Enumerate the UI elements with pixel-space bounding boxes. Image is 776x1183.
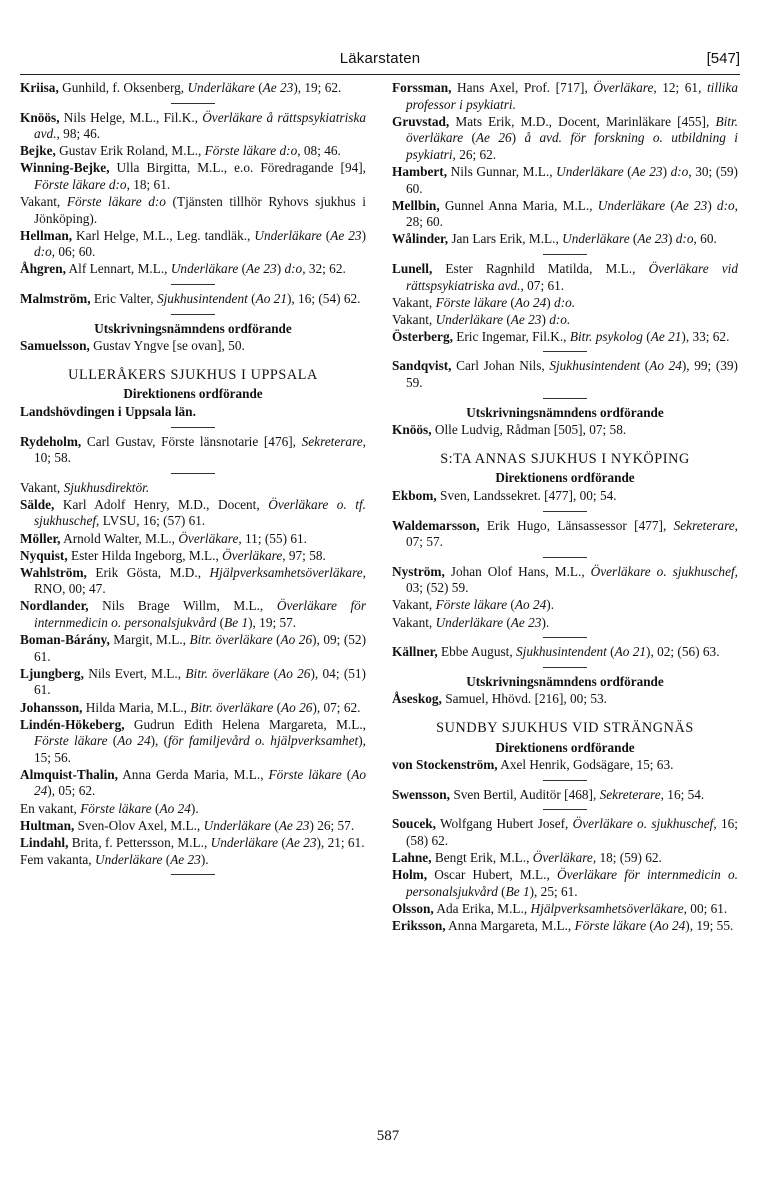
hospital-heading: SUNDBY SJUKHUS VID STRÄNGNÄS [436, 719, 694, 736]
staff-details: Olle Ludvig, Rådman [505], 07; 58. [431, 422, 627, 438]
staff-details: Axel Henrik, Godsägare, 15; 63. [497, 757, 674, 773]
staff-details: Hilda Maria, M.L., Bitr. överläkare (Ao 26), 07; 62. [82, 699, 361, 715]
staff-name: Sälde, [20, 496, 55, 512]
staff-entry [20, 632, 366, 665]
staff-name: Österberg, [392, 328, 453, 344]
staff-name: Hambert, [392, 163, 448, 179]
staff-name: Hultman, [20, 817, 75, 833]
staff-details: Bengt Erik, M.L., Överläkare, 18; (59) 62. [431, 849, 662, 865]
staff-name: Åhgren, [20, 261, 66, 277]
staff-entry [392, 867, 738, 900]
entry-divider [171, 427, 215, 428]
staff-details: Nils Brage Willm, M.L., Överläkare för internmedicin o. personalsjukvård (Be 1), 19; 57. [34, 598, 366, 631]
left-column [20, 80, 366, 881]
staff-name: Lahne, [392, 849, 432, 865]
staff-entry [20, 480, 366, 497]
staff-name: von Stockenström, [392, 757, 498, 773]
staff-details: Gudrun Edith Helena Margareta, M.L., Förste läkare (Ao 24), (för familjevård o. hjälpverksamhet), 15; 56. [34, 716, 366, 765]
staff-details: Eric Ingemar, Fil.K., Bitr. psykolog (Ae 21), 33; 62. [452, 328, 730, 344]
staff-details: Brita, f. Pettersson, M.L., Underläkare (Ae 23), 21; 61. [68, 834, 365, 850]
staff-name: Olsson, [392, 900, 434, 916]
running-title: Läkarstaten [339, 50, 421, 67]
staff-details: Sven, Landssekret. [477], 00; 54. [436, 487, 617, 503]
staff-name: Kriisa, [20, 80, 59, 95]
staff-name: Swensson, [392, 786, 451, 802]
staff-name: Almquist-Thalin, [20, 766, 118, 782]
staff-entry [392, 850, 738, 867]
staff-details: Margit, M.L., Bitr. överläkare (Ao 26), 09; (52) 61. [34, 632, 366, 664]
staff-details: Wolfgang Hubert Josef, Överläkare o. sjukhuschef, 16; (58) 62. [406, 816, 739, 848]
staff-entry [392, 231, 738, 248]
staff-details: Sven-Olov Axel, M.L., Underläkare (Ae 23) 26; 57. [74, 817, 355, 833]
staff-entry [20, 835, 366, 852]
staff-entry [20, 852, 366, 869]
staff-details: Gustav Yngve [se ovan], 50. [89, 338, 245, 354]
staff-entry [20, 598, 366, 631]
staff-name: Lunell, [392, 260, 433, 276]
staff-entry [20, 228, 366, 261]
staff-entry [20, 160, 366, 193]
entry-divider [543, 667, 587, 668]
entry-divider [543, 809, 587, 810]
staff-entry [20, 565, 366, 598]
staff-name: Källner, [392, 644, 438, 660]
staff-name: Malmström, [20, 291, 91, 307]
staff-details: Alf Lennart, M.L., Underläkare (Ae 23) d:o, 32; 62. [65, 261, 346, 277]
staff-entry [20, 531, 366, 548]
staff-details: En vakant, Förste läkare (Ao 24). [20, 800, 199, 816]
staff-entry [20, 548, 366, 565]
staff-details: Gustav Erik Roland, M.L., Förste läkare d:o, 08; 46. [55, 143, 341, 159]
page-number: 587 [376, 1128, 400, 1144]
staff-details: Anna Gerda Maria, M.L., Förste läkare (Ao 24), 05; 62. [34, 766, 366, 799]
staff-details: Nils Gunnar, M.L., Underläkare (Ae 23) d:o, 30; (59) 60. [406, 163, 738, 196]
staff-details: Fem vakanta, Underläkare (Ae 23). [20, 851, 209, 867]
staff-entry [20, 434, 366, 467]
staff-name: Rydeholm, [20, 433, 82, 449]
staff-details: Johan Olof Hans, M.L., Överläkare o. sjukhuschef, 03; (52) 59. [406, 563, 738, 596]
staff-name: Lindén-Hökeberg, [20, 716, 125, 732]
staff-details: Gunhild, f. Oksenberg, Underläkare (Ae 23), 19; 62. [58, 80, 342, 95]
staff-entry [392, 80, 738, 113]
staff-name: Boman-Bárány, [20, 632, 110, 648]
staff-entry [392, 816, 738, 849]
staff-details: Ester Hilda Ingeborg, M.L., Överläkare, 97; 58. [67, 547, 326, 563]
staff-name: Sandqvist, [392, 358, 452, 374]
staff-entry [20, 767, 366, 800]
staff-entry [392, 114, 738, 164]
entry-divider [543, 351, 587, 352]
staff-details: Sven Bertil, Auditör [468], Sekreterare, 16; 54. [450, 786, 705, 802]
staff-name: Forssman, [392, 80, 452, 95]
staff-entry [392, 518, 738, 551]
staff-details: Hans Axel, Prof. [717], Överläkare, 12; 61, tillika professor i psykiatri. [406, 80, 738, 112]
entry-divider [543, 511, 587, 512]
staff-details: Nils Evert, M.L., Bitr. överläkare (Ao 26), 04; (51) 61. [34, 665, 366, 698]
section-page-reference: [547] [706, 50, 740, 67]
staff-entry [392, 198, 738, 231]
section-gap [20, 355, 366, 363]
staff-details: Nils Helge, M.L., Fil.K., Överläkare å rättspsykiatriska avd., 98; 46. [34, 109, 367, 142]
staff-entry [392, 644, 738, 661]
staff-details: Anna Margareta, M.L., Förste läkare (Ao 24), 19; 55. [445, 917, 734, 933]
staff-details: Ada Erika, M.L., Hjälpverksamhetsöverläkare, 00; 61. [433, 900, 728, 916]
staff-entry [392, 295, 738, 312]
entry-divider [543, 780, 587, 781]
entry-divider [171, 103, 215, 104]
staff-details: Vakant, Underläkare (Ae 23) d:o. [392, 311, 571, 327]
staff-entry [20, 110, 366, 143]
staff-name: Wahlström, [20, 564, 87, 580]
staff-entry [20, 194, 366, 227]
staff-details: Mats Erik, M.D., Docent, Marinläkare [455], Bitr. överläkare (Ae 26) å avd. för forskning o. utbildning i psykiatri, 26; 62. [406, 113, 738, 162]
staff-entry [20, 338, 366, 355]
staff-details: Gunnel Anna Maria, M.L., Underläkare (Ae 23) d:o, 28; 60. [406, 197, 738, 230]
staff-entry [392, 358, 738, 391]
staff-details: Samuel, Hhövd. [216], 00; 53. [441, 691, 607, 707]
staff-entry [392, 787, 738, 804]
staff-details: Vakant, Förste läkare (Ao 24) d:o. [392, 294, 576, 310]
staff-entry [392, 597, 738, 614]
staff-details: Vakant, Förste läkare (Ao 24). [392, 597, 555, 613]
staff-details: Oscar Hubert, M.L., Överläkare för internmedicin o. personalsjukvård (Be 1), 25; 61. [406, 867, 738, 899]
staff-details: Ulla Birgitta, M.L., e.o. Föredragande [94], Förste läkare d:o, 18; 61. [34, 160, 366, 192]
entry-divider [543, 557, 587, 558]
hospital-heading: S:TA ANNAS SJUKHUS I NYKÖPING [440, 450, 690, 467]
role-subheading: Direktionens ordförande [495, 470, 635, 486]
staff-entry [392, 329, 738, 346]
entry-divider [543, 398, 587, 399]
staff-entry [20, 291, 366, 308]
staff-name: Winning-Bejke, [20, 160, 110, 176]
staff-entry [20, 80, 366, 97]
staff-entry [392, 164, 738, 197]
staff-details: Vakant, Förste läkare d:o (Tjänsten tillhör Ryhovs sjukhus i Jönköping). [20, 194, 367, 226]
entry-divider [543, 254, 587, 255]
staff-name: Bejke, [20, 143, 56, 159]
staff-name: Eriksson, [392, 917, 446, 933]
page-header [20, 48, 740, 75]
staff-details: Carl Johan Nils, Sjukhusintendent (Ao 24), 99; (39) 59. [406, 358, 738, 390]
staff-details: Carl Gustav, Förste länsnotarie [476], Sekreterare, 10; 58. [34, 433, 366, 466]
staff-name: Hellman, [20, 227, 73, 243]
staff-name: Waldemarsson, [392, 517, 480, 533]
staff-entry [392, 422, 738, 439]
staff-name: Lindahl, [20, 834, 69, 850]
staff-details: Vakant, Sjukhusdirektör. [20, 479, 150, 495]
staff-entry [20, 666, 366, 699]
staff-details: Jan Lars Erik, M.L., Underläkare (Ae 23) d:o, 60. [448, 231, 717, 247]
entry-divider [171, 284, 215, 285]
staff-entry [20, 261, 366, 278]
staff-name: Mellbin, [392, 197, 440, 213]
role-subheading: Utskrivningsnämndens ordförande [94, 320, 292, 336]
role-subheading: Utskrivningsnämndens ordförande [466, 404, 664, 420]
staff-entry [392, 312, 738, 329]
staff-details: Arnold Walter, M.L., Överläkare, 11; (55) 61. [60, 530, 307, 546]
staff-entry [392, 261, 738, 294]
staff-entry [392, 488, 738, 505]
section-gap [392, 708, 738, 716]
staff-name: Holm, [392, 867, 428, 883]
hospital-heading: ULLERÅKERS SJUKHUS I UPPSALA [68, 366, 318, 383]
entry-divider [543, 637, 587, 638]
staff-name: Nordlander, [20, 598, 89, 614]
staff-details: Vakant, Underläkare (Ae 23). [392, 614, 550, 630]
role-subheading: Direktionens ordförande [123, 386, 263, 402]
staff-details: Karl Helge, M.L., Leg. tandläk., Underläkare (Ae 23) d:o, 06; 60. [34, 227, 366, 260]
staff-entry [20, 497, 366, 530]
staff-entry [20, 818, 366, 835]
staff-name: Ljungberg, [20, 665, 84, 681]
staff-name: Johansson, [20, 699, 83, 715]
staff-details: Karl Adolf Henry, M.D., Docent, Överläkare o. tf. sjukhuschef, LVSU, 16; (57) 61. [34, 496, 367, 529]
entry-divider [171, 874, 215, 875]
staff-name: Möller, [20, 530, 61, 546]
staff-entry [20, 700, 366, 717]
staff-name: Ekbom, [392, 487, 437, 503]
staff-entry [392, 615, 738, 632]
staff-name: Nyström, [392, 563, 445, 579]
chair-line: Landshövdingen i Uppsala län. [20, 404, 196, 419]
staff-entry [20, 801, 366, 818]
staff-name: Nyquist, [20, 547, 68, 563]
staff-entry [392, 564, 738, 597]
staff-details: Eric Valter, Sjukhusintendent (Ao 21), 16; (54) 62. [90, 291, 361, 307]
entry-divider [171, 314, 215, 315]
staff-name: Gruvstad, [392, 113, 450, 129]
staff-name: Knöös, [20, 109, 60, 125]
entry-divider [171, 473, 215, 474]
staff-name: Samuelsson, [20, 338, 90, 354]
staff-entry [20, 717, 366, 767]
staff-name: Åseskog, [392, 691, 442, 707]
role-subheading: Utskrivningsnämndens ordförande [466, 673, 664, 689]
role-subheading: Direktionens ordförande [495, 739, 635, 755]
staff-entry [392, 757, 738, 774]
staff-entry [392, 691, 738, 708]
staff-entry [392, 901, 738, 918]
staff-details: Ester Ragnhild Matilda, M.L., Överläkare vid rättspsykiatriska avd., 07; 61. [406, 260, 738, 293]
staff-details: Ebbe August, Sjukhusintendent (Ao 21), 02; (56) 63. [437, 644, 720, 660]
right-column [392, 80, 738, 934]
section-gap [392, 439, 738, 447]
staff-entry [392, 918, 738, 935]
staff-details: Erik Gösta, M.D., Hjälpverksamhetsöverläkare, RNO, 00; 47. [34, 564, 366, 597]
staff-name: Wålinder, [392, 231, 449, 247]
staff-details: Erik Hugo, Länsassessor [477], Sekreterare, 07; 57. [406, 517, 738, 550]
staff-name: Knöös, [392, 422, 432, 438]
staff-name: Soucek, [392, 816, 436, 832]
staff-entry [20, 143, 366, 160]
